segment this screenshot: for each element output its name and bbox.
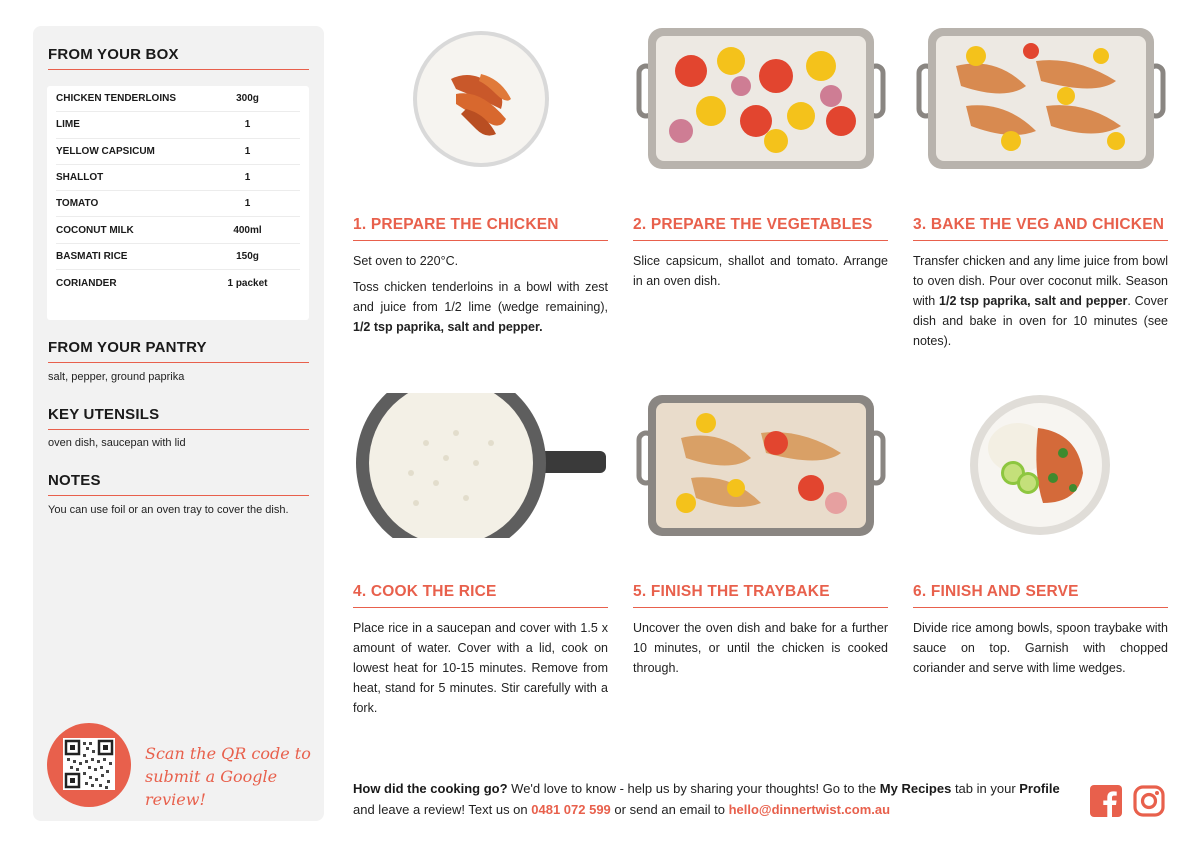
step-2-title: 2. PREPARE THE VEGETABLES (633, 216, 888, 241)
ingredient-name: SHALLOT (56, 172, 104, 184)
qr-code-icon[interactable] (63, 738, 115, 790)
ingredients-table (47, 86, 309, 320)
step-3-text-b: 1/2 tsp paprika, salt and pepper (939, 294, 1128, 308)
step-3-image (913, 26, 1168, 171)
email-link[interactable]: hello@dinnertwist.com.au (728, 802, 891, 817)
review-text-3: and leave a review! Text us on (353, 802, 532, 817)
step-6-title: 6. FINISH AND SERVE (913, 583, 1168, 608)
qr-review-note: Scan the QR code to submit a Google review! (145, 744, 311, 809)
facebook-icon[interactable] (1090, 785, 1122, 817)
step-4-image (353, 393, 608, 538)
step-6-image (913, 393, 1168, 538)
step-5-image (633, 393, 888, 538)
ingredient-row (56, 112, 300, 138)
phone-number[interactable]: 0481 072 599 (531, 802, 611, 817)
ingredient-row (56, 191, 300, 217)
ingredient-name: CHICKEN TENDERLOINS (56, 93, 177, 105)
step-2-image (633, 26, 888, 171)
ingredient-name: COCONUT MILK (56, 224, 134, 236)
step-1-title: 1. PREPARE THE CHICKEN (353, 216, 608, 241)
step-6-text: Divide rice among bowls, spoon traybake with sauce on top. Garnish with chopped coriander and serve with lime wedges. (913, 621, 1168, 675)
ingredient-row (56, 139, 300, 165)
profile-link[interactable]: Profile (1019, 781, 1060, 796)
step-1-image (353, 26, 608, 171)
ingredient-qty: 400ml (233, 224, 262, 236)
step-3-title: 3. BAKE THE VEG AND CHICKEN (913, 216, 1168, 241)
review-question: How did the cooking go? (353, 781, 508, 796)
review-prompt (353, 778, 1078, 820)
ingredient-row (56, 270, 300, 296)
review-text-1: We'd love to know - help us by sharing your thoughts! Go to the (507, 781, 880, 796)
review-text-4: or send an email to (610, 802, 729, 817)
step-3-text-c: . Cover dish and bake in oven for 10 minutes (see notes). (913, 294, 1168, 348)
sidebar (33, 26, 324, 821)
notes-text: You can use foil or an oven tray to cover the dish. (48, 504, 289, 516)
step-5-title: 5. FINISH THE TRAYBAKE (633, 583, 888, 608)
step-1-text-2b: 1/2 tsp paprika, salt and pepper. (353, 320, 543, 334)
step-2-text: Slice capsicum, shallot and tomato. Arrange in an oven dish. (633, 254, 888, 288)
qr-badge (47, 723, 131, 807)
ingredient-name: TOMATO (56, 198, 99, 210)
ingredient-name: YELLOW CAPSICUM (56, 145, 155, 157)
ingredient-qty: 1 packet (227, 277, 268, 289)
step-1-text-2 (353, 277, 608, 337)
step-3-body (913, 251, 1168, 351)
step-1-text-2a: Toss chicken tenderloins in a bowl with zest and juice from 1/2 lime (wedge remaining), (353, 280, 608, 314)
step-3 (913, 26, 1168, 357)
ingredient-row (56, 217, 300, 243)
ingredient-qty: 1 (244, 119, 251, 131)
ingredient-qty: 1 (244, 198, 251, 210)
my-recipes-link[interactable]: My Recipes (879, 781, 952, 796)
step-4-title: 4. COOK THE RICE (353, 583, 608, 608)
utensils-text: oven dish, saucepan with lid (48, 437, 186, 449)
step-3-text (913, 251, 1168, 351)
step-4-text: Place rice in a saucepan and cover with 1.5 x amount of water. Cover with a lid, cook on lowest heat for 10-15 minutes. Remove from heat, stand for 5 minutes. Stir carefully with a fork. (353, 621, 608, 715)
ingredient-name: BASMATI RICE (56, 250, 128, 262)
step-5 (633, 393, 888, 684)
ingredient-qty: 300g (236, 93, 259, 105)
step-3-text-a: Transfer chicken and any lime juice from bowl to oven dish. Pour over coconut milk. Season with (913, 254, 1168, 308)
notes-title: NOTES (48, 472, 309, 496)
ingredient-row (56, 244, 300, 270)
step-6 (913, 393, 1168, 684)
ingredient-row (56, 86, 300, 112)
ingredient-qty: 150g (236, 250, 259, 262)
step-1 (353, 26, 608, 343)
ingredient-name: LIME (56, 119, 80, 131)
step-1-body (353, 251, 608, 337)
step-6-body (913, 618, 1168, 678)
ingredient-qty: 1 (244, 172, 251, 184)
review-text-2: tab in your (951, 781, 1020, 796)
step-4 (353, 393, 608, 724)
step-5-text: Uncover the oven dish and bake for a further 10 minutes, or until the chicken is cooked through. (633, 621, 888, 675)
ingredient-row (56, 165, 300, 191)
step-2 (633, 26, 888, 297)
key-utensils-title: KEY UTENSILS (48, 406, 309, 430)
ingredient-qty: 1 (244, 145, 251, 157)
ingredient-name: CORIANDER (56, 277, 117, 289)
pantry-text: salt, pepper, ground paprika (48, 371, 185, 383)
step-5-body (633, 618, 888, 678)
step-4-body (353, 618, 608, 718)
from-your-pantry-title: FROM YOUR PANTRY (48, 339, 309, 363)
step-1-text: Set oven to 220°C. (353, 254, 459, 268)
instagram-icon[interactable] (1133, 785, 1165, 817)
from-your-box-title: FROM YOUR BOX (48, 46, 309, 70)
step-2-body (633, 251, 888, 291)
